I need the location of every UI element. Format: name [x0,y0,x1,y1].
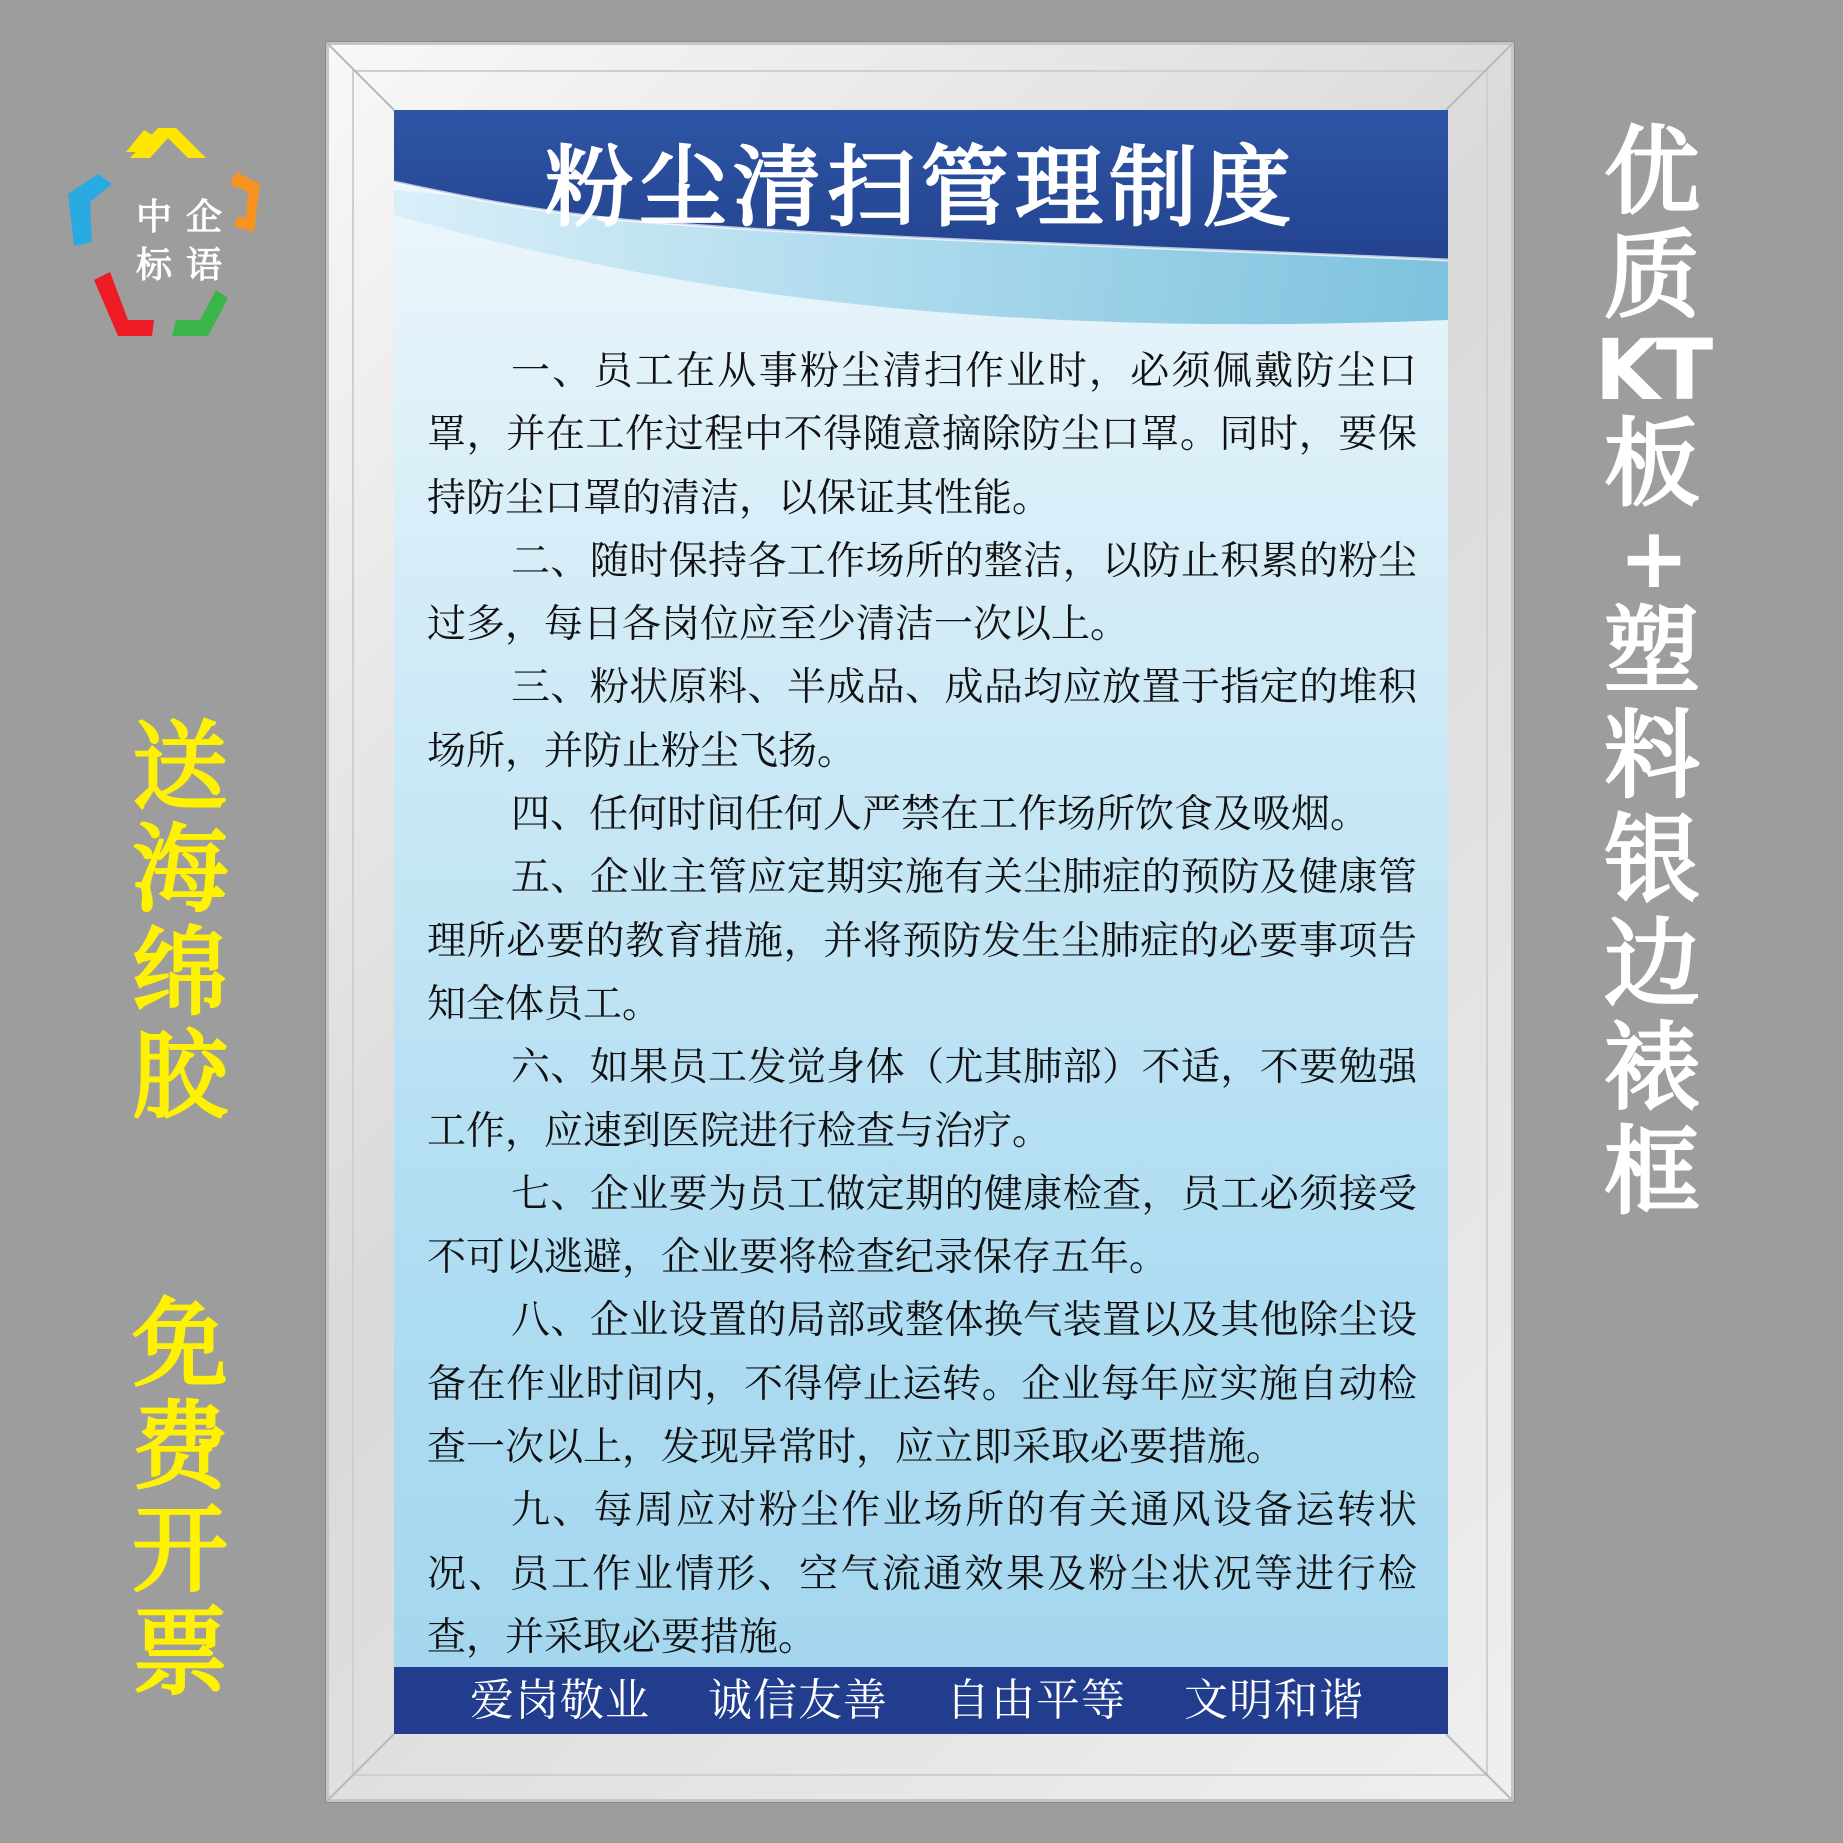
promo-char: 开 [132,1494,228,1606]
rule-item: 九、每周应对粉尘作业场所的有关通风设备运转状况、员工作业情形、空气流通效果及粉尘状况等进行检查，并采取必要措施。 [427,1488,1417,1660]
slogan-text: 自由平等 [946,1675,1126,1726]
rule-item: 七、企业要为员工做定期的健康检查，员工必须接受不可以逃避，企业要将检查纪录保存五年。 [427,1171,1417,1281]
logo-char: 语 [185,245,222,286]
promo-text-free-invoice [120,1288,240,1709]
rule-item: 四、任何时间任何人严禁在工作场所饮食及吸烟。 [511,792,1370,838]
product-char: KT [1594,321,1710,419]
rule-item: 一、员工在从事粉尘清扫作业时，必须佩戴防尘口罩，并在工作过程中不得随意摘除防尘口罩。同时，要保持防尘口罩的清洁，以保证其性能。 [427,349,1417,521]
product-char: 优 [1604,116,1700,228]
product-char: 裱 [1604,1012,1700,1124]
slogan-text: 诚信友善 [708,1675,888,1726]
promo-char: 费 [132,1391,228,1503]
promo-char: 绵 [132,917,228,1029]
product-char: 边 [1604,908,1700,1020]
poster-board [394,110,1448,1734]
product-char: 银 [1604,804,1700,916]
page-title: 粉尘清扫管理制度 [544,136,1297,239]
promo-char: 海 [132,814,228,926]
promo-char: 胶 [132,1020,228,1132]
product-char: + [1618,509,1686,607]
product-char: 框 [1604,1116,1700,1228]
logo-cyan-chevron-icon [68,174,112,246]
rule-item: 三、粉状原料、半成品、成品均应放置于指定的堆积场所，并防止粉尘飞扬。 [427,665,1417,774]
logo-green-chevron-icon [172,290,228,336]
brand-logo [58,122,308,362]
logo-char: 标 [135,245,172,286]
rule-item: 五、企业主管应定期实施有关尘肺症的预防及健康管理所必要的教育措施，并将预防发生尘肺症的必要事项告知全体员工。 [427,855,1417,1027]
rule-item: 八、企业设置的局部或整体换气装置以及其他除尘设备在作业时间内，不得停止运转。企业每年应实施自动检查一次以上，发现异常时，应立即采取必要措施。 [427,1298,1417,1471]
logo-orange-chevron-icon [230,172,260,232]
logo-mark [58,122,308,362]
product-char: 塑 [1604,596,1700,708]
product-description-text [1582,116,1722,1228]
slogan-text: 文明和谐 [1184,1675,1364,1726]
promo-char: 免 [132,1288,228,1400]
promo-text-free-sponge-tape [120,711,240,1132]
logo-char: 企 [185,197,222,238]
promo-char: 送 [132,711,228,823]
rules-list [427,340,1417,1669]
promo-char: 票 [132,1597,228,1709]
product-char: 料 [1604,700,1700,812]
rule-item: 二、随时保持各工作场所的整洁，以防止积累的粉尘过多，每日各岗位应至少清洁一次以上。 [427,538,1417,648]
slogan-text: 爱岗敬业 [470,1675,650,1726]
product-char: 板 [1604,408,1700,520]
rule-item: 六、如果员工发觉身体（尤其肺部）不适，不要勉强工作，应速到医院进行检查与治疗。 [427,1045,1417,1154]
product-char: 质 [1604,220,1700,332]
logo-char: 中 [135,197,172,238]
slogan-footer [394,1667,1448,1734]
